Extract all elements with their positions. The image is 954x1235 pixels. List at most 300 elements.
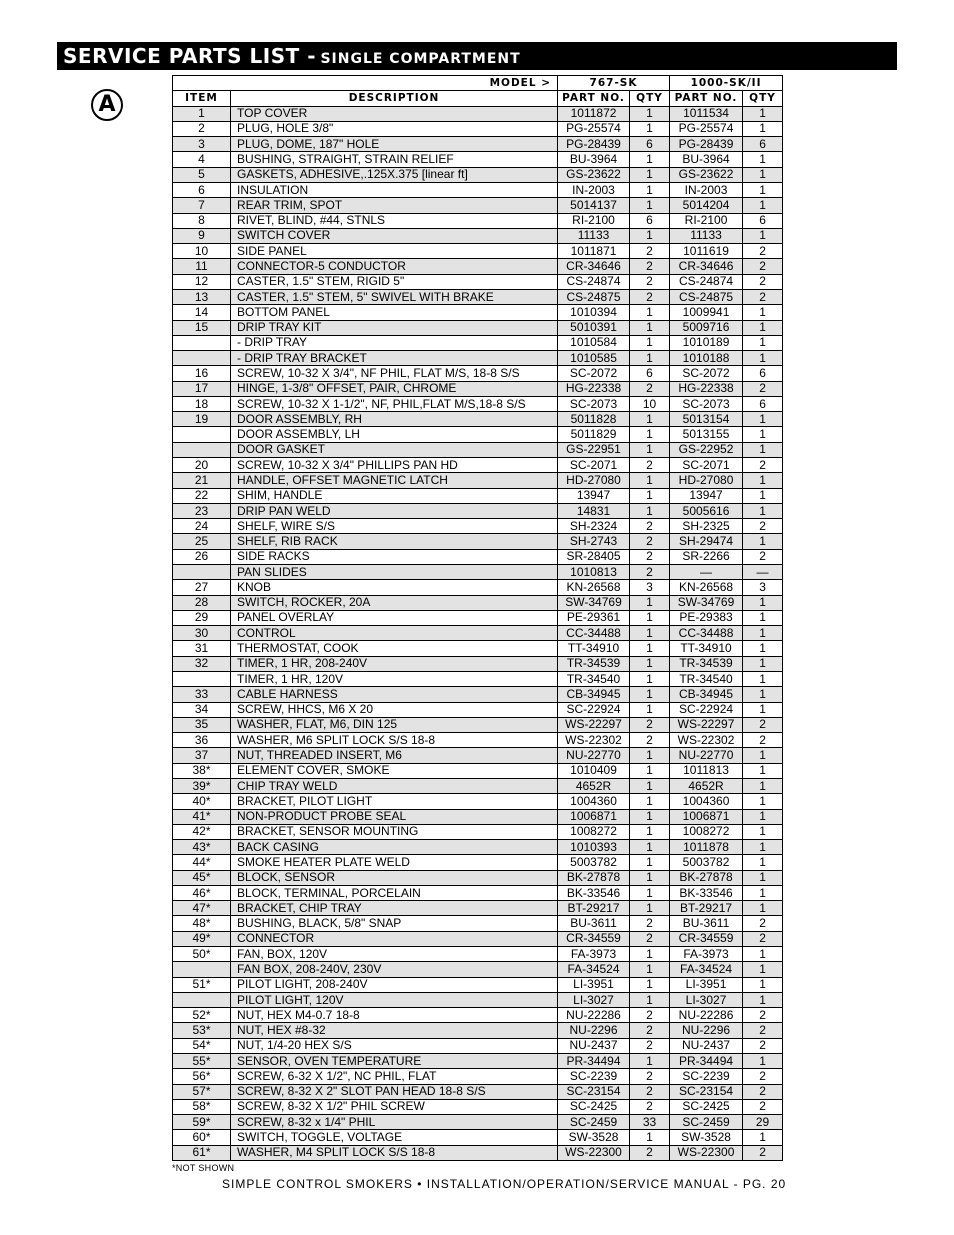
item-number: 51*: [173, 977, 231, 992]
table-row: [173, 320, 783, 335]
qty-767: 10: [630, 396, 670, 411]
part-description: ELEMENT COVER, SMOKE: [231, 763, 558, 778]
part-description: TIMER, 1 HR, 120V: [231, 671, 558, 686]
part-number-767: 1010394: [558, 305, 630, 320]
table-row: [173, 259, 783, 274]
table-row: [173, 244, 783, 259]
part-number-1000: 5013154: [670, 412, 743, 427]
item-number: 29: [173, 610, 231, 625]
part-number-1000: 5014204: [670, 198, 743, 213]
qty-767: 1: [630, 748, 670, 763]
part-number-1000: FA-3973: [670, 947, 743, 962]
qty-767: 2: [630, 458, 670, 473]
qty-767: 6: [630, 137, 670, 152]
part-description: FAN, BOX, 120V: [231, 947, 558, 962]
table-row: [173, 1008, 783, 1023]
part-number-1000: SC-2071: [670, 458, 743, 473]
qty-1000: 1: [743, 106, 783, 121]
qty-767: 1: [630, 885, 670, 900]
qty-767: 1: [630, 305, 670, 320]
item-number: 33: [173, 687, 231, 702]
part-number-1000: 1008272: [670, 824, 743, 839]
table-row: [173, 717, 783, 732]
part-description: INSULATION: [231, 182, 558, 197]
part-number-1000: CS-24874: [670, 274, 743, 289]
qty-1000: 1: [743, 488, 783, 503]
col-header-qty-767: QTY: [630, 91, 670, 106]
qty-767: 1: [630, 992, 670, 1007]
part-description: WASHER, FLAT, M6, DIN 125: [231, 717, 558, 732]
table-row: [173, 1084, 783, 1099]
part-description: SHIM, HANDLE: [231, 488, 558, 503]
part-number-767: GS-23622: [558, 167, 630, 182]
qty-1000: 1: [743, 671, 783, 686]
qty-767: 1: [630, 840, 670, 855]
item-number: 53*: [173, 1023, 231, 1038]
part-description: BUSHING, BLACK, 5/8" SNAP: [231, 916, 558, 931]
table-row: [173, 289, 783, 304]
item-number: 50*: [173, 947, 231, 962]
part-description: SIDE PANEL: [231, 244, 558, 259]
part-description: TIMER, 1 HR, 208-240V: [231, 656, 558, 671]
item-number: 34: [173, 702, 231, 717]
part-number-767: BK-33546: [558, 885, 630, 900]
part-number-767: WS-22302: [558, 733, 630, 748]
qty-1000: 1: [743, 610, 783, 625]
part-number-1000: WS-22302: [670, 733, 743, 748]
item-number: 36: [173, 733, 231, 748]
part-number-767: 5011829: [558, 427, 630, 442]
table-row: [173, 351, 783, 366]
part-number-1000: SW-3528: [670, 1130, 743, 1145]
part-description: SIDE RACKS: [231, 549, 558, 564]
table-row: [173, 809, 783, 824]
part-description: REAR TRIM, SPOT: [231, 198, 558, 213]
part-description: SHELF, RIB RACK: [231, 534, 558, 549]
qty-767: 1: [630, 152, 670, 167]
part-number-767: 11133: [558, 228, 630, 243]
part-number-1000: 1011534: [670, 106, 743, 121]
table-row: [173, 427, 783, 442]
table-row: [173, 274, 783, 289]
parts-table-body: [173, 106, 783, 1160]
item-number: [173, 671, 231, 686]
item-number: 55*: [173, 1054, 231, 1069]
part-number-1000: SH-29474: [670, 534, 743, 549]
part-number-1000: WS-22300: [670, 1145, 743, 1160]
part-number-767: SW-34769: [558, 595, 630, 610]
part-number-1000: 1009941: [670, 305, 743, 320]
qty-1000: 1: [743, 977, 783, 992]
qty-767: 2: [630, 717, 670, 732]
part-number-1000: CR-34646: [670, 259, 743, 274]
part-number-1000: 13947: [670, 488, 743, 503]
page-footer: SIMPLE CONTROL SMOKERS • INSTALLATION/OPERATION/SERVICE MANUAL - PG. 20: [222, 1177, 787, 1191]
part-number-1000: 5005616: [670, 503, 743, 518]
part-number-767: CR-34646: [558, 259, 630, 274]
table-row: [173, 931, 783, 946]
qty-1000: 2: [743, 289, 783, 304]
qty-1000: 2: [743, 381, 783, 396]
part-number-1000: SC-2425: [670, 1099, 743, 1114]
part-number-1000: LI-3027: [670, 992, 743, 1007]
part-number-767: 13947: [558, 488, 630, 503]
item-number: [173, 335, 231, 350]
part-description: PILOT LIGHT, 120V: [231, 992, 558, 1007]
part-number-767: SC-2072: [558, 366, 630, 381]
table-row: [173, 488, 783, 503]
qty-1000: 6: [743, 137, 783, 152]
item-number: [173, 992, 231, 1007]
qty-1000: 2: [743, 1038, 783, 1053]
item-number: 1: [173, 106, 231, 121]
qty-1000: 1: [743, 641, 783, 656]
qty-1000: 2: [743, 733, 783, 748]
qty-767: 2: [630, 519, 670, 534]
qty-767: 1: [630, 351, 670, 366]
qty-1000: 1: [743, 962, 783, 977]
part-description: BRACKET, PILOT LIGHT: [231, 794, 558, 809]
qty-1000: 1: [743, 840, 783, 855]
part-number-1000: SC-22924: [670, 702, 743, 717]
item-number: 12: [173, 274, 231, 289]
item-number: 23: [173, 503, 231, 518]
part-number-767: HG-22338: [558, 381, 630, 396]
part-description: BACK CASING: [231, 840, 558, 855]
part-number-767: 5011828: [558, 412, 630, 427]
qty-767: 2: [630, 259, 670, 274]
item-number: 41*: [173, 809, 231, 824]
table-row: [173, 366, 783, 381]
part-description: DRIP PAN WELD: [231, 503, 558, 518]
part-number-767: HD-27080: [558, 473, 630, 488]
qty-1000: 1: [743, 656, 783, 671]
qty-767: 2: [630, 916, 670, 931]
qty-1000: 1: [743, 427, 783, 442]
item-number: 49*: [173, 931, 231, 946]
item-number: 16: [173, 366, 231, 381]
part-number-767: TT-34910: [558, 641, 630, 656]
page-title: SERVICE PARTS LIST -: [63, 44, 316, 68]
qty-1000: 1: [743, 167, 783, 182]
part-description: THERMOSTAT, COOK: [231, 641, 558, 656]
part-number-767: 1010813: [558, 565, 630, 580]
qty-1000: 2: [743, 519, 783, 534]
part-description: CHIP TRAY WELD: [231, 778, 558, 793]
item-number: [173, 351, 231, 366]
part-description: BUSHING, STRAIGHT, STRAIN RELIEF: [231, 152, 558, 167]
item-number: 2: [173, 121, 231, 136]
item-number: 7: [173, 198, 231, 213]
part-description: FAN BOX, 208-240V, 230V: [231, 962, 558, 977]
table-row: [173, 519, 783, 534]
part-number-767: NU-22770: [558, 748, 630, 763]
table-row: [173, 396, 783, 411]
part-number-1000: —: [670, 565, 743, 580]
part-description: CONNECTOR: [231, 931, 558, 946]
table-row: [173, 901, 783, 916]
qty-1000: 1: [743, 152, 783, 167]
qty-1000: 1: [743, 182, 783, 197]
qty-1000: 6: [743, 366, 783, 381]
parts-table: [172, 75, 783, 1161]
qty-767: 6: [630, 213, 670, 228]
qty-1000: 2: [743, 1008, 783, 1023]
part-number-767: 1011871: [558, 244, 630, 259]
table-row: [173, 656, 783, 671]
col-header-item: ITEM: [173, 91, 231, 106]
qty-767: 1: [630, 106, 670, 121]
qty-767: 1: [630, 809, 670, 824]
table-row: [173, 687, 783, 702]
qty-1000: 1: [743, 855, 783, 870]
page-title-bar: [57, 42, 897, 70]
part-number-767: WS-22300: [558, 1145, 630, 1160]
table-row: [173, 885, 783, 900]
part-number-1000: GS-22952: [670, 442, 743, 457]
part-description: PLUG, DOME, 187" HOLE: [231, 137, 558, 152]
part-number-767: CC-34488: [558, 626, 630, 641]
part-number-1000: SR-2266: [670, 549, 743, 564]
qty-1000: 1: [743, 305, 783, 320]
part-number-1000: NU-2296: [670, 1023, 743, 1038]
item-number: 39*: [173, 778, 231, 793]
item-number: 48*: [173, 916, 231, 931]
part-number-767: SC-2071: [558, 458, 630, 473]
part-number-767: GS-22951: [558, 442, 630, 457]
table-row: [173, 473, 783, 488]
part-description: HANDLE, OFFSET MAGNETIC LATCH: [231, 473, 558, 488]
table-row: [173, 610, 783, 625]
part-description: PANEL OVERLAY: [231, 610, 558, 625]
qty-1000: 1: [743, 885, 783, 900]
part-description: SCREW, 10-32 X 3/4", NF PHIL, FLAT M/S, 18-8 S/S: [231, 366, 558, 381]
item-number: 59*: [173, 1115, 231, 1130]
part-number-1000: 1011813: [670, 763, 743, 778]
part-description: DOOR ASSEMBLY, LH: [231, 427, 558, 442]
qty-1000: 1: [743, 763, 783, 778]
part-number-1000: 1010189: [670, 335, 743, 350]
col-header-qty-1000: QTY: [743, 91, 783, 106]
qty-1000: 2: [743, 259, 783, 274]
item-number: 8: [173, 213, 231, 228]
part-description: SCREW, 10-32 X 3/4" PHILLIPS PAN HD: [231, 458, 558, 473]
part-description: - DRIP TRAY: [231, 335, 558, 350]
qty-1000: 1: [743, 901, 783, 916]
table-row: [173, 748, 783, 763]
table-row: [173, 947, 783, 962]
part-number-767: 5010391: [558, 320, 630, 335]
table-row: [173, 305, 783, 320]
qty-1000: 6: [743, 396, 783, 411]
part-description: SCREW, 6-32 X 1/2", NC PHIL, FLAT: [231, 1069, 558, 1084]
item-number: 11: [173, 259, 231, 274]
item-number: 19: [173, 412, 231, 427]
part-number-1000: IN-2003: [670, 182, 743, 197]
item-number: 24: [173, 519, 231, 534]
table-row: [173, 1054, 783, 1069]
qty-1000: 1: [743, 228, 783, 243]
table-row: [173, 962, 783, 977]
part-description: CASTER, 1.5" STEM, 5" SWIVEL WITH BRAKE: [231, 289, 558, 304]
qty-1000: 1: [743, 870, 783, 885]
table-row: [173, 992, 783, 1007]
part-number-767: SW-3528: [558, 1130, 630, 1145]
table-row: [173, 778, 783, 793]
item-number: 45*: [173, 870, 231, 885]
part-description: NUT, 1/4-20 HEX S/S: [231, 1038, 558, 1053]
part-number-767: PG-25574: [558, 121, 630, 136]
qty-1000: 1: [743, 320, 783, 335]
part-number-767: PR-34494: [558, 1054, 630, 1069]
item-number: [173, 962, 231, 977]
qty-1000: 1: [743, 794, 783, 809]
qty-767: 2: [630, 244, 670, 259]
qty-1000: 1: [743, 824, 783, 839]
item-number: 32: [173, 656, 231, 671]
table-row: [173, 442, 783, 457]
part-number-1000: LI-3951: [670, 977, 743, 992]
qty-1000: 1: [743, 198, 783, 213]
qty-1000: 1: [743, 702, 783, 717]
table-row: [173, 137, 783, 152]
table-row: [173, 870, 783, 885]
item-number: 4: [173, 152, 231, 167]
table-row: [173, 121, 783, 136]
model-767-sk: 767-SK: [558, 76, 670, 91]
qty-767: 1: [630, 473, 670, 488]
part-description: SCREW, HHCS, M6 X 20: [231, 702, 558, 717]
table-row: [173, 458, 783, 473]
table-row: [173, 167, 783, 182]
part-description: CASTER, 1.5" STEM, RIGID 5": [231, 274, 558, 289]
part-number-767: 5003782: [558, 855, 630, 870]
qty-767: 3: [630, 580, 670, 595]
part-number-767: SC-2073: [558, 396, 630, 411]
part-number-767: SC-23154: [558, 1084, 630, 1099]
part-number-767: SC-2239: [558, 1069, 630, 1084]
part-number-767: BK-27878: [558, 870, 630, 885]
item-number: 38*: [173, 763, 231, 778]
part-number-767: TR-34540: [558, 671, 630, 686]
part-description: NON-PRODUCT PROBE SEAL: [231, 809, 558, 824]
qty-767: 1: [630, 626, 670, 641]
qty-1000: 1: [743, 687, 783, 702]
part-description: SWITCH COVER: [231, 228, 558, 243]
part-number-767: LI-3027: [558, 992, 630, 1007]
part-number-1000: SW-34769: [670, 595, 743, 610]
part-number-1000: SC-2072: [670, 366, 743, 381]
part-description: WASHER, M4 SPLIT LOCK S/S 18-8: [231, 1145, 558, 1160]
part-number-767: 1010409: [558, 763, 630, 778]
part-number-1000: BU-3964: [670, 152, 743, 167]
qty-767: 1: [630, 794, 670, 809]
model-label: MODEL >: [173, 76, 558, 91]
table-row: [173, 580, 783, 595]
qty-767: 2: [630, 549, 670, 564]
part-number-1000: 5009716: [670, 320, 743, 335]
qty-1000: 2: [743, 931, 783, 946]
item-number: 28: [173, 595, 231, 610]
part-description: SCREW, 8-32 X 1/2" PHIL SCREW: [231, 1099, 558, 1114]
qty-767: 1: [630, 870, 670, 885]
table-row: [173, 794, 783, 809]
qty-767: 1: [630, 121, 670, 136]
col-header-part-no-767: PART NO.: [558, 91, 630, 106]
part-description: PLUG, HOLE 3/8": [231, 121, 558, 136]
part-number-1000: FA-34524: [670, 962, 743, 977]
qty-1000: 1: [743, 335, 783, 350]
part-number-1000: RI-2100: [670, 213, 743, 228]
table-row: [173, 626, 783, 641]
part-number-767: SC-2459: [558, 1115, 630, 1130]
part-description: HINGE, 1-3/8" OFFSET, PAIR, CHROME: [231, 381, 558, 396]
table-row: [173, 106, 783, 121]
part-number-1000: CR-34559: [670, 931, 743, 946]
qty-767: 1: [630, 488, 670, 503]
part-number-767: SH-2324: [558, 519, 630, 534]
qty-1000: 1: [743, 534, 783, 549]
qty-767: 1: [630, 412, 670, 427]
qty-767: 1: [630, 198, 670, 213]
qty-767: 2: [630, 1145, 670, 1160]
item-number: [173, 565, 231, 580]
qty-1000: 2: [743, 549, 783, 564]
table-row: [173, 840, 783, 855]
part-number-1000: SC-23154: [670, 1084, 743, 1099]
part-description: NUT, HEX #8-32: [231, 1023, 558, 1038]
part-number-767: NU-2437: [558, 1038, 630, 1053]
item-number: 44*: [173, 855, 231, 870]
part-number-1000: NU-22286: [670, 1008, 743, 1023]
qty-1000: 2: [743, 244, 783, 259]
part-description: SMOKE HEATER PLATE WELD: [231, 855, 558, 870]
part-number-1000: SC-2073: [670, 396, 743, 411]
qty-1000: 6: [743, 213, 783, 228]
qty-767: 2: [630, 1008, 670, 1023]
qty-767: 1: [630, 335, 670, 350]
qty-767: 2: [630, 289, 670, 304]
part-number-1000: SC-2239: [670, 1069, 743, 1084]
qty-767: 1: [630, 167, 670, 182]
part-number-767: 1011872: [558, 106, 630, 121]
part-number-1000: NU-2437: [670, 1038, 743, 1053]
item-number: 52*: [173, 1008, 231, 1023]
qty-1000: 1: [743, 595, 783, 610]
part-number-1000: 4652R: [670, 778, 743, 793]
part-number-767: BT-29217: [558, 901, 630, 916]
qty-767: 1: [630, 442, 670, 457]
part-number-767: 1006871: [558, 809, 630, 824]
part-description: - DRIP TRAY BRACKET: [231, 351, 558, 366]
part-description: SWITCH, TOGGLE, VOLTAGE: [231, 1130, 558, 1145]
page-subtitle: SINGLE COMPARTMENT: [320, 51, 521, 67]
table-row: [173, 503, 783, 518]
qty-1000: 1: [743, 121, 783, 136]
table-row: [173, 213, 783, 228]
part-number-767: SC-22924: [558, 702, 630, 717]
item-number: 47*: [173, 901, 231, 916]
qty-767: 1: [630, 1130, 670, 1145]
part-number-767: PE-29361: [558, 610, 630, 625]
part-number-1000: BK-33546: [670, 885, 743, 900]
table-row: [173, 977, 783, 992]
item-number: 15: [173, 320, 231, 335]
part-description: CONTROL: [231, 626, 558, 641]
part-description: BLOCK, SENSOR: [231, 870, 558, 885]
item-number: 42*: [173, 824, 231, 839]
table-row: [173, 1099, 783, 1114]
